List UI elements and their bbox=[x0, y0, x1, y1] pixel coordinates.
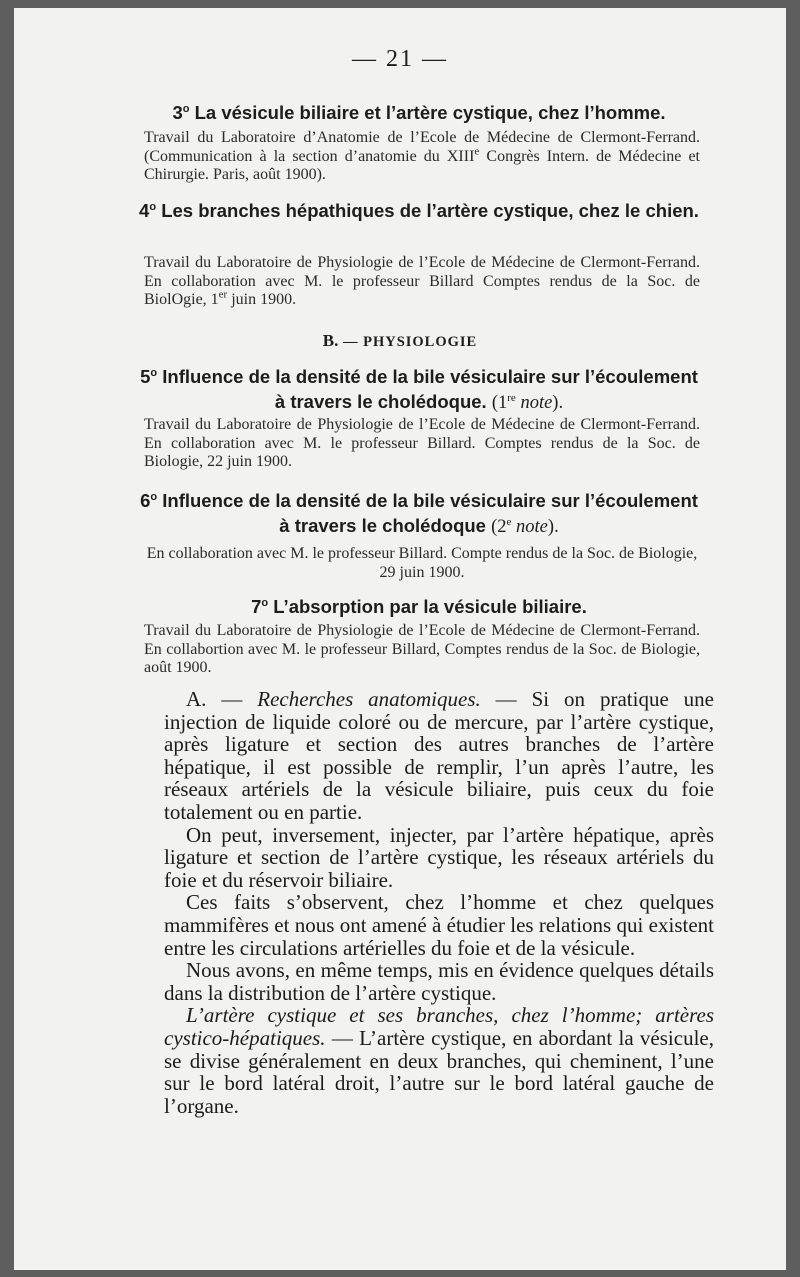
entry-number: 4 bbox=[139, 200, 150, 221]
entry-note: (2e note). bbox=[491, 515, 559, 537]
paragraph: Ces faits s’observent, chez l’homme et chez quelques mammifères et nous ont amené à étudier les relations qui existent entre les circulations artérielles du foie et de la vésicule. bbox=[164, 890, 714, 960]
entry-3-title: 3$^o$ La vésicule biliaire et l’artère cystique, chez l’homme. bbox=[172, 102, 666, 123]
entry-6-title: 6$^o$ Influence de la densité de la bile vésiculaire sur l’écoulement à travers le cholédoque (2e note). bbox=[140, 490, 698, 537]
paragraph: On peut, inversement, injecter, par l’artère hépatique, après ligature et section de l’artère cystique, les réseaux artériels du foie et du réservoir biliaire. bbox=[164, 822, 714, 892]
entry-4-title: 4$^o$ Les branches hépathiques de l’artère cystique, chez le chien. bbox=[139, 200, 699, 221]
page bbox=[14, 8, 786, 1270]
main-text bbox=[164, 688, 714, 1117]
entry-number: 7 bbox=[251, 596, 262, 617]
section-label: B. bbox=[322, 331, 339, 350]
entry-note: (1re note). bbox=[491, 391, 564, 413]
entry-5-body: Travail du Laboratoire de Physiologie de l’Ecole de Médecine de Clermont-Ferrand. En collaboration avec M. le professeur Billard. Comptes rendus de la Soc. de Biologie, 22 juin 1900. bbox=[144, 416, 700, 470]
entry-number: 3 bbox=[172, 102, 183, 123]
paragraph: Nous avons, en même temps, mis en évidence quelques détails dans la distribution de l’artère cystique. bbox=[164, 958, 714, 1005]
entry-5-title: 5$^o$ Influence de la densité de la bile vésiculaire sur l’écoulement à travers le cholédoque. (1re note). bbox=[140, 366, 698, 413]
section-heading bbox=[14, 331, 786, 351]
paragraph: L’artère cystique et ses branches, chez l’homme; artères cystico-hépatiques. — L’artère cystique, en abordant la vésicule, se divise généralement en deux branches, qui cheminent, l’une sur le bord latéral droit, l’autre sur le bord latéral gauche de l’organe. bbox=[164, 1003, 714, 1118]
entry-7-title: 7$^o$ L’absorption par la vésicule biliaire. bbox=[251, 596, 587, 617]
section-dash: — bbox=[342, 334, 359, 350]
entry-6-body: En collaboration avec M. le professeur Billard. Compte rendus de la Soc. de Biologie, 29 juin 1900. bbox=[146, 545, 698, 581]
entry-title-text: La vésicule biliaire et l’artère cystique, chez l’homme. bbox=[194, 102, 666, 123]
page-number: — 21 — bbox=[352, 46, 448, 72]
entry-title-text: Influence de la densité de la bile vésiculaire sur l’écoulement à travers le cholédoque. bbox=[162, 366, 698, 412]
section-name: PHYSIOLOGIE bbox=[363, 334, 478, 350]
entry-title-text: Influence de la densité de la bile vésiculaire sur l’écoulement à travers le cholédoque bbox=[162, 490, 698, 536]
entry-number: 6 bbox=[140, 490, 151, 511]
entry-title-text: L’absorption par la vésicule biliaire. bbox=[273, 596, 587, 617]
entry-title-text: Les branches hépathiques de l’artère cystique, chez le chien. bbox=[161, 200, 699, 221]
paragraph: A. — Recherches anatomiques. — Si on pratique une injection de liquide coloré ou de mercure, par l’artère cystique, après ligature et section des autres branches de l’artère hépatique, il est possible de remplir, l’un après l’autre, les réseaux artériels de la vésicule biliaire, puis ceux du foie totalement ou en partie. bbox=[164, 687, 715, 824]
entry-3-body: Travail du Laboratoire d’Anatomie de l’Ecole de Médecine de Clermont-Ferrand. (Communication à la section d’anatomie du XIIIe Congrès Intern. de Médecine et Chirurgie. Paris, août 1900). bbox=[144, 129, 700, 183]
entry-7-body: Travail du Laboratoire de Physiologie de l’Ecole de Médecine de Clermont-Ferrand. En collabortion avec M. le professeur Billard, Comptes rendus de la Soc. de Biologie, août 1900. bbox=[144, 622, 700, 676]
entry-4-body: Travail du Laboratoire de Physiologie de l’Ecole de Médecine de Clermont-Ferrand. En collaboration avec M. le professeur Billard Comptes rendus de la Soc. de BiolOgie, 1er juin 1900. bbox=[144, 254, 700, 308]
entry-number: 5 bbox=[140, 366, 151, 387]
